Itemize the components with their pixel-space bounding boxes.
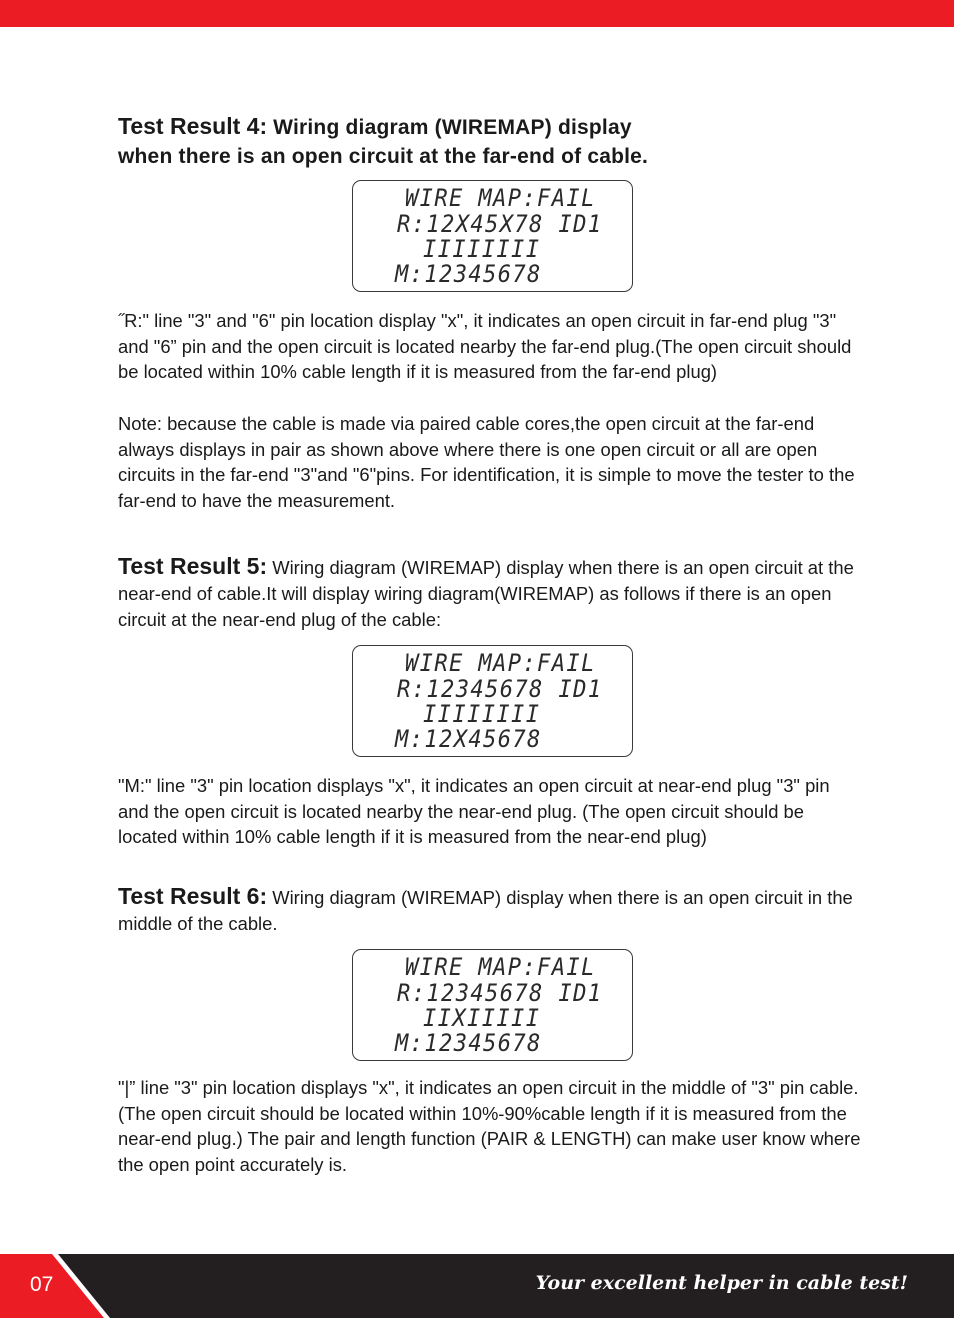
result4-sub-line1: Wiring diagram (WIREMAP) display <box>267 116 632 139</box>
lcd-display-result4 <box>352 180 633 292</box>
result5-lead: Test Result 5: <box>118 553 268 579</box>
lcd-display-result5 <box>352 645 633 757</box>
lcd-line: WIRE MAP:FAIL <box>405 184 596 212</box>
lcd-line: IIIIIIII <box>423 700 541 728</box>
result5-explanation: "M:" line "3" pin location displays "x", it indicates an open circuit at near-end plug "3" pin and the open circuit is located nearby the near-end plug. (The open circuit should be located within 10% cable length if it is measured from the near-end plug) <box>118 775 830 847</box>
lcd-line: IIIIIIII <box>423 235 541 263</box>
lcd-line: WIRE MAP:FAIL <box>405 649 596 677</box>
result4-heading <box>118 112 648 171</box>
lcd-line: M:12X45678 <box>395 725 542 753</box>
result5-text: Wiring diagram (WIREMAP) display when there is an open circuit at the near-end of cable.It will display wiring diagram(WIREMAP) as follows if there is an open circuit at the near-end plug of the cable: <box>118 557 854 630</box>
result4-explanation: ˝R:" line "3" and "6" pin location display "x", it indicates an open circuit in far-end plug "3" and "6” pin and the open circuit is located nearby the far-end plug.(The open circuit should be located within 10% cable length if it is measured from the far-end plug) <box>118 310 852 382</box>
lcd-line: IIXIIIII <box>423 1004 541 1032</box>
result6-explanation: "|” line "3" pin location displays "x", it indicates an open circuit in the middle of "3" pin cable. (The open circuit should be located within 10%-90%cable length if it is measured from the near-end plug.) The pair and length function (PAIR & LENGTH) can make user know where the open point accurately is. <box>118 1077 861 1175</box>
lcd-line: M:12345678 <box>395 260 542 288</box>
lcd-line: R:12345678 ID1 <box>397 979 603 1007</box>
result4-note: Note: because the cable is made via paired cable cores,the open circuit at the far-end always displays in pair as shown above where there is one open circuit or all are open circuits in the far-end "3"and "6"pins. For identification, it is simple to move the tester to the far-end to have the measurement. <box>118 413 855 511</box>
result5-intro <box>118 553 863 633</box>
result4-lead: Test Result 4: <box>118 113 268 139</box>
page-number: 07 <box>30 1273 54 1296</box>
lcd-line: WIRE MAP:FAIL <box>405 953 596 981</box>
result4-sub-line2: when there is an open circuit at the far-end of cable. <box>118 145 649 168</box>
lcd-display-result6 <box>352 949 633 1061</box>
lcd-line: M:12345678 <box>395 1029 542 1057</box>
footer-tagline: Your excellent helper in cable test! <box>535 1272 908 1294</box>
lcd-line: R:12X45X78 ID1 <box>397 210 603 238</box>
result6-lead: Test Result 6: <box>118 883 268 909</box>
top-accent-bar <box>0 0 954 27</box>
lcd-line: R:12345678 ID1 <box>397 675 603 703</box>
result6-intro <box>118 883 863 937</box>
result6-text: Wiring diagram (WIREMAP) display when there is an open circuit in the middle of the cable. <box>118 887 853 934</box>
